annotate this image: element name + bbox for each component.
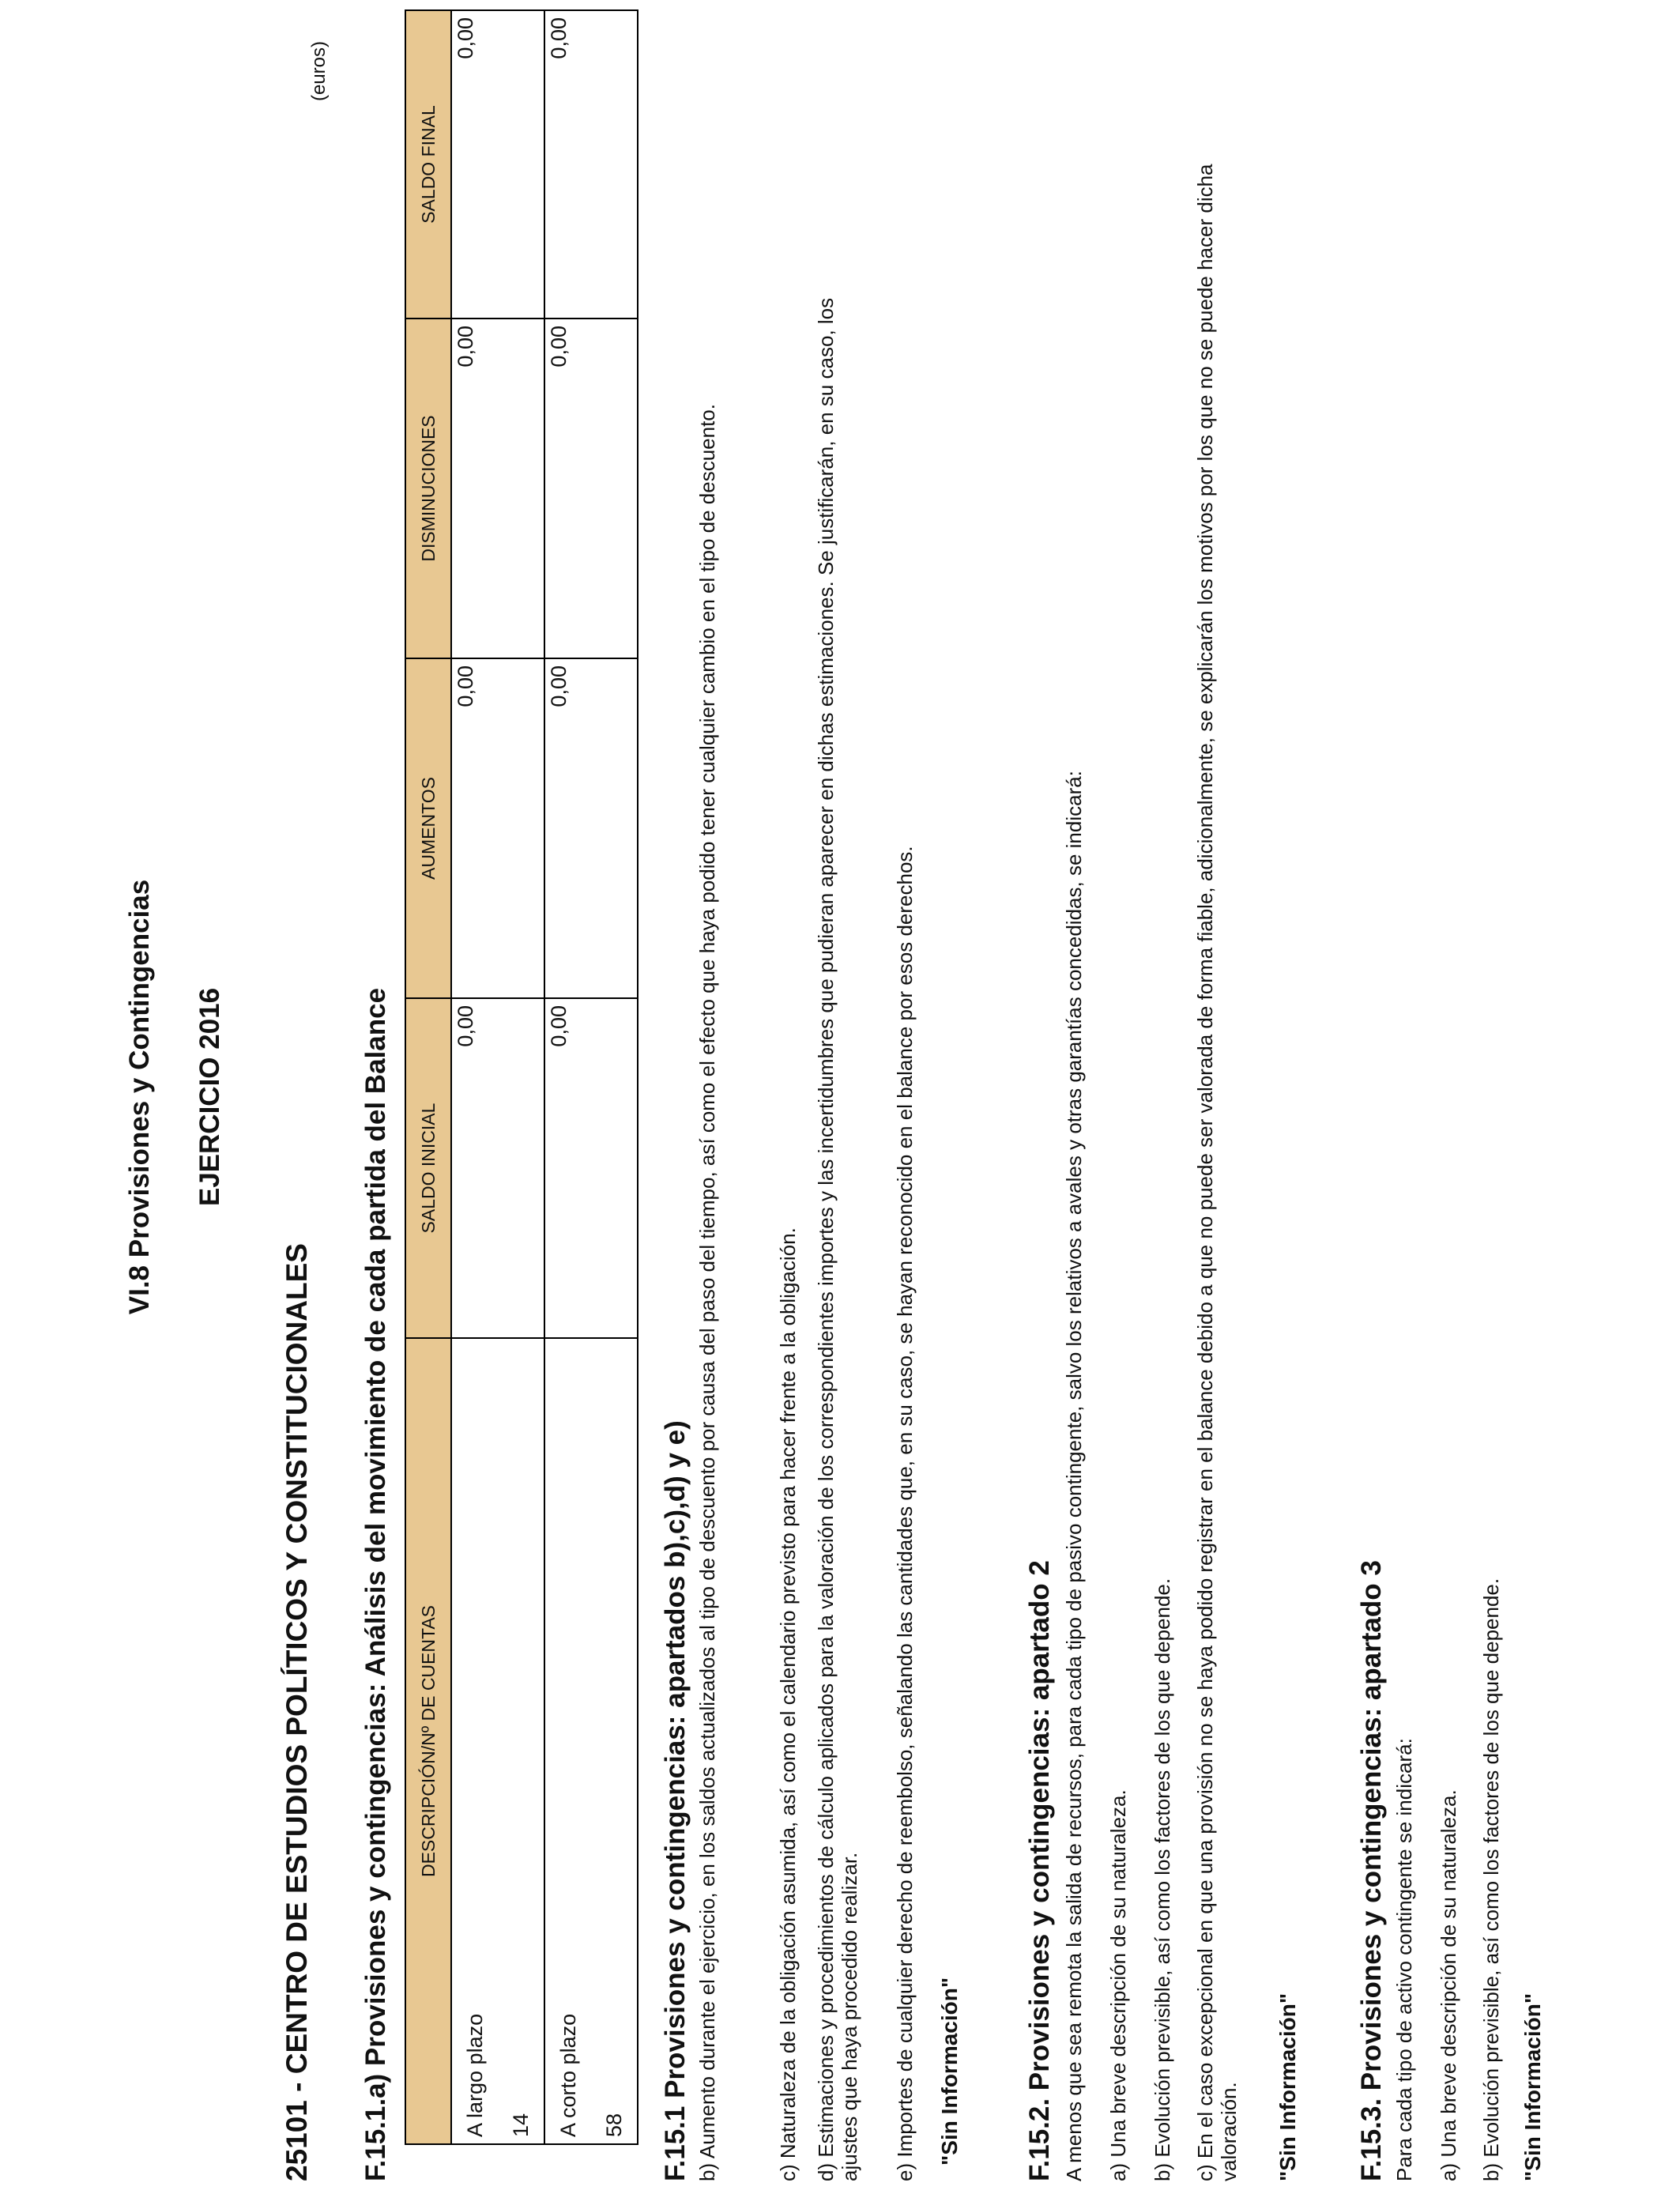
section-1-heading: F.15.1 Provisiones y contingencias: apartados b),c),d) y e) xyxy=(660,1420,691,2181)
row-account: 58 xyxy=(591,1338,638,2144)
section-2-item-b: b) Evolución previsible, así como los factores de los que depende. xyxy=(1151,1578,1174,2181)
disminuciones-cell: 0,00 xyxy=(544,319,638,658)
section-a-heading: F.15.1.a) Provisiones y contingencias: Análisis del movimiento de cada partida del Balance xyxy=(360,987,391,2181)
section-3-item-a: a) Una breve descripción de su naturaleza. xyxy=(1437,1789,1460,2181)
section-2-heading: F.15.2. Provisiones y contingencias: apartado 2 xyxy=(1024,1560,1055,2181)
section-1-item-c: c) Naturaleza de la obligación asumida, así como el calendario previsto para hacer frente a la obligación. xyxy=(776,1227,800,2181)
saldo-inicial-cell: 0,00 xyxy=(544,998,638,1338)
section-2-item-c: c) En el caso excepcional en que una provisión no se haya podido registrar en el balance debido a que no puede ser valorada de forma fiable, adicionalmente, se explicarán los motivos por los que no se puede hacer dicha valoración. xyxy=(1193,164,1241,2181)
page-title: VI.8 Provisiones y Contingencias xyxy=(124,879,155,1315)
col-header-disminuciones: DISMINUCIONES xyxy=(405,319,451,658)
section-1-sin-informacion: "Sin Información" xyxy=(937,1977,962,2166)
row-label: A corto plazo xyxy=(544,1338,591,2144)
section-1-item-e: e) Importes de cualquier derecho de reembolso, señalando las cantidades que, en su caso, se hayan reconocido en el balance por esos derechos. xyxy=(893,846,917,2181)
section-2-sin-informacion: "Sin Información" xyxy=(1275,1992,1300,2181)
aumentos-cell: 0,00 xyxy=(451,658,544,998)
provisions-table xyxy=(405,9,638,2145)
section-3-sin-informacion: "Sin Información" xyxy=(1520,1992,1545,2181)
exercise-year: EJERCICIO 2016 xyxy=(194,987,225,1207)
table-row xyxy=(451,10,498,2144)
section-3-item-b: b) Evolución previsible, así como los factores de los que depende. xyxy=(1479,1578,1503,2181)
aumentos-cell: 0,00 xyxy=(544,658,638,998)
saldo-inicial-cell: 0,00 xyxy=(451,998,544,1338)
col-header-description: DESCRIPCIÓN/Nº DE CUENTAS xyxy=(405,1338,451,2144)
section-1-item-d: d) Estimaciones y procedimientos de cálculo aplicados para la valoración de los correspondientes importes y las incertidumbres que pudieran aparecer en dichas estimaciones. Se justificarán, en su caso, los ajustes que haya procedido realizar. xyxy=(814,297,861,2181)
saldo-final-cell: 0,00 xyxy=(451,10,544,319)
col-header-aumentos: AUMENTOS xyxy=(405,658,451,998)
entity-name: 25101 - CENTRO DE ESTUDIOS POLÍTICOS Y CONSTITUCIONALES xyxy=(281,1243,313,2181)
row-label: A largo plazo xyxy=(451,1338,498,2144)
saldo-final-cell: 0,00 xyxy=(544,10,638,319)
currency-label: (euros) xyxy=(308,40,330,101)
section-2-intro: A menos que sea remota la salida de recursos, para cada tipo de pasivo contingente, salvo los relativos a avales y otras garantías concedidas, se indicará: xyxy=(1062,771,1086,2181)
section-3-intro: Para cada tipo de activo contingente se indicará: xyxy=(1392,1738,1416,2181)
table-header-row xyxy=(405,10,451,2144)
table-row xyxy=(544,10,591,2144)
section-2-item-a: a) Una breve descripción de su naturaleza. xyxy=(1106,1789,1130,2181)
section-3-heading: F.15.3. Provisiones y contingencias: apartado 3 xyxy=(1356,1560,1387,2181)
row-account: 14 xyxy=(498,1338,544,2144)
col-header-saldo-final: SALDO FINAL xyxy=(405,10,451,319)
disminuciones-cell: 0,00 xyxy=(451,319,544,658)
col-header-saldo-inicial: SALDO INICIAL xyxy=(405,998,451,1338)
section-1-item-b: b) Aumento durante el ejercicio, en los saldos actualizados al tipo de descuento por causa del paso del tiempo, así como el efecto que haya podido tener cualquier cambio en el tipo de descuento. xyxy=(695,404,719,2181)
